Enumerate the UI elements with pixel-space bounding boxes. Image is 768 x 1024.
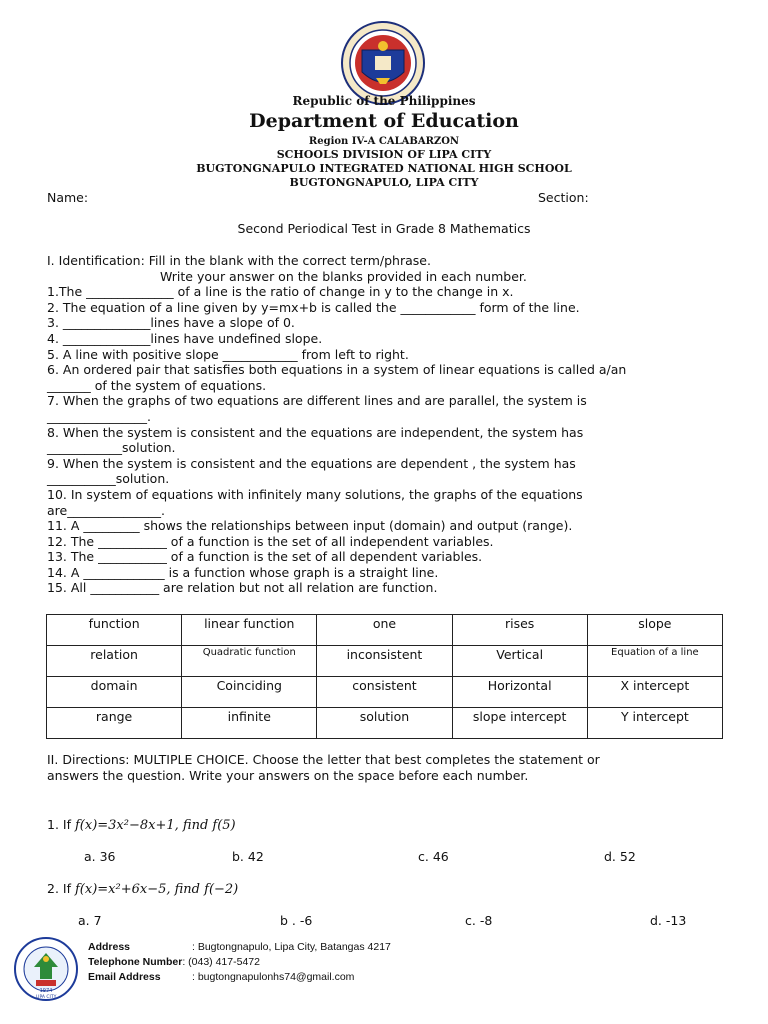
question-line: _______ of the system of equations. xyxy=(47,377,267,393)
table-row xyxy=(47,646,723,677)
question-line: 2. The equation of a line given by y=mx+b is called the ____________ form of the line. xyxy=(47,299,580,315)
option-d: d. 52 xyxy=(604,849,636,864)
question-line: 12. The ___________ of a function is the set of all independent variables. xyxy=(47,533,494,549)
question-line: 8. When the system is consistent and the equations are independent, the system has xyxy=(47,424,584,440)
school-seal-logo xyxy=(14,937,78,1001)
table-cell: slope xyxy=(587,615,722,646)
address-value: : Bugtongnapulo, Lipa City, Batangas 4217 xyxy=(192,941,391,953)
table-cell: function xyxy=(47,615,182,646)
table-cell: Quadratic function xyxy=(182,646,317,677)
directions-line: answers the question. Write your answers on the space before each number. xyxy=(47,768,529,783)
address-label: Address xyxy=(88,941,131,953)
footer-phone xyxy=(88,956,260,968)
question-expression: f(x)=3x²−8x+1, find f(5) xyxy=(74,818,236,833)
table-cell: Horizontal xyxy=(452,677,587,708)
option-b: b . -6 xyxy=(280,913,313,928)
question-line: are_______________. xyxy=(47,502,165,518)
question-line: 15. All ___________ are relation but not all relation are function. xyxy=(47,580,438,596)
question-line: 9. When the system is consistent and the equations are dependent , the system has xyxy=(47,455,576,471)
table-cell: inconsistent xyxy=(317,646,452,677)
identification-section xyxy=(47,253,727,596)
question-line: ________________. xyxy=(47,408,151,424)
table-row xyxy=(47,677,723,708)
table-row xyxy=(47,708,723,739)
department-title: Department of Education xyxy=(249,110,519,132)
footer-email xyxy=(88,971,354,983)
option-d: d. -13 xyxy=(650,913,687,928)
option-c: c. -8 xyxy=(465,913,493,928)
table-cell: rises xyxy=(452,615,587,646)
table-cell: relation xyxy=(47,646,182,677)
option-b: b. 42 xyxy=(232,849,264,864)
school-location: BUGTONGNAPULO, LIPA CITY xyxy=(289,176,479,189)
table-cell: domain xyxy=(47,677,182,708)
section-label: Section: xyxy=(538,190,589,205)
table-cell: one xyxy=(317,615,452,646)
table-cell: solution xyxy=(317,708,452,739)
table-cell: infinite xyxy=(182,708,317,739)
school-name: BUGTONGNAPULO INTEGRATED NATIONAL HIGH SCHOOL xyxy=(196,162,572,175)
table-cell: Vertical xyxy=(452,646,587,677)
table-cell: linear function xyxy=(182,615,317,646)
question-line: ___________solution. xyxy=(47,471,170,487)
question-line: 10. In system of equations with infinitely many solutions, the graphs of the equations xyxy=(47,486,583,502)
email-value: : bugtongnapulonhs74@gmail.com xyxy=(192,971,355,983)
division-line: SCHOOLS DIVISION OF LIPA CITY xyxy=(276,148,492,161)
mc-question-1 xyxy=(47,817,236,833)
test-title: Second Periodical Test in Grade 8 Mathematics xyxy=(237,221,531,236)
part1-heading: I. Identification: Fill in the blank with the correct term/phrase. xyxy=(47,253,431,268)
option-a: a. 7 xyxy=(78,913,102,928)
name-label: Name: xyxy=(47,190,89,205)
svg-text:LIPA CITY: LIPA CITY xyxy=(35,995,57,1000)
table-cell: X intercept xyxy=(587,677,722,708)
footer-address xyxy=(88,941,391,953)
directions-line: II. Directions: MULTIPLE CHOICE. Choose the letter that best completes the statement or xyxy=(47,752,600,767)
question-line: 3. ______________lines have a slope of 0. xyxy=(47,315,295,331)
region-line: Region IV-A CALABARZON xyxy=(308,136,460,147)
option-a: a. 36 xyxy=(84,849,116,864)
question-line: 4. ______________lines have undefined slope. xyxy=(47,330,323,346)
part1-subheading: Write your answer on the blanks provided in each number. xyxy=(160,268,527,284)
mc-question-2 xyxy=(47,881,238,897)
table-cell: Y intercept xyxy=(587,708,722,739)
multiple-choice-directions xyxy=(47,752,600,784)
table-row xyxy=(47,615,723,646)
table-cell: Equation of a line xyxy=(587,646,722,677)
question-line: 1.The ______________ of a line is the ratio of change in y to the change in x. xyxy=(47,284,514,300)
republic-line: Republic of the Philippines xyxy=(292,94,476,108)
question-line: 5. A line with positive slope ____________ from left to right. xyxy=(47,346,409,362)
question-line: ____________solution. xyxy=(47,440,176,456)
question-line: 13. The ___________ of a function is the set of all dependent variables. xyxy=(47,549,483,565)
table-cell: consistent xyxy=(317,677,452,708)
question-number: 1. If xyxy=(47,817,71,832)
email-label: Email Address xyxy=(88,971,161,983)
table-cell: Coinciding xyxy=(182,677,317,708)
word-bank-table xyxy=(46,614,723,739)
question-line: 6. An ordered pair that satisfies both equations in a system of linear equations is called a/an xyxy=(47,362,627,378)
phone-value: : (043) 417-5472 xyxy=(182,956,260,968)
question-expression: f(x)=x²+6x−5, find f(−2) xyxy=(74,882,239,897)
question-number: 2. If xyxy=(47,881,71,896)
question-line: 14. A _____________ is a function whose graph is a straight line. xyxy=(47,564,439,580)
table-cell: range xyxy=(47,708,182,739)
phone-label: Telephone Number xyxy=(88,956,183,968)
question-line: 11. A _________ shows the relationships between input (domain) and output (range). xyxy=(47,518,573,534)
svg-text:1974: 1974 xyxy=(39,988,53,994)
question-line: 7. When the graphs of two equations are different lines and are parallel, the system is xyxy=(47,393,587,409)
table-cell: slope intercept xyxy=(452,708,587,739)
option-c: c. 46 xyxy=(418,849,449,864)
